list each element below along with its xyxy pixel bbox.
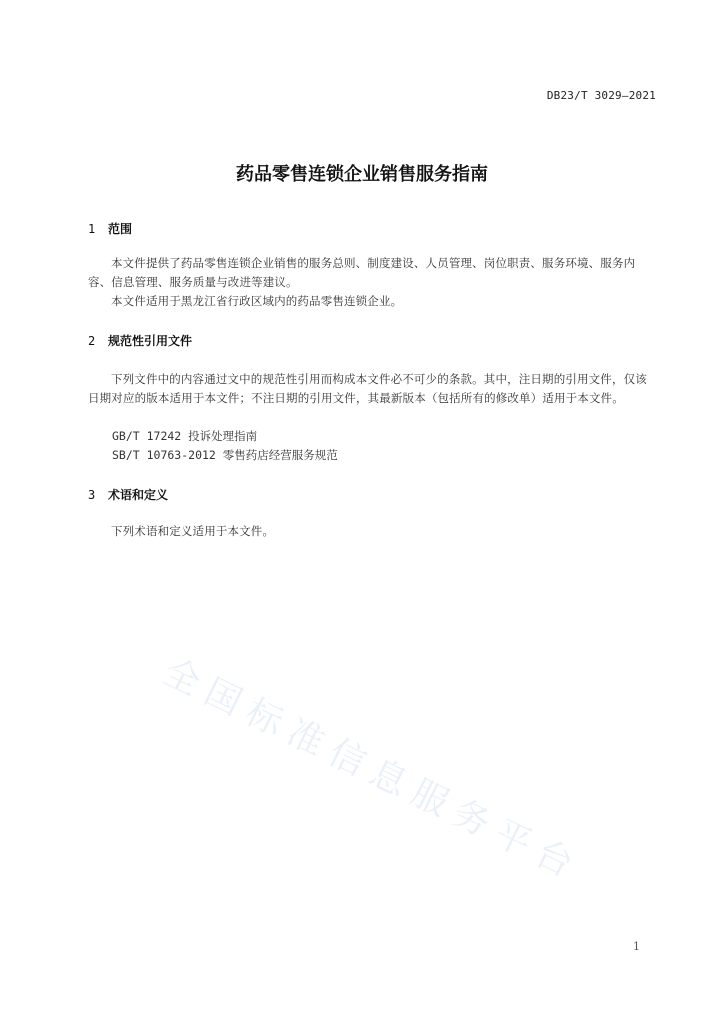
term-3-2-heading [112, 714, 122, 728]
section-2-paragraph: 下列文件中的内容通过文中的规范性引用而构成本文件必不可少的条款。其中，注日期的引用文件，仅该日期对应的版本适用于本文件；不注日期的引用文件，其最新版本（包括所有的修改单）适用于本文件。 [88, 372, 647, 405]
section-2-number: 2 [88, 334, 96, 348]
section-3-number: 3 [88, 488, 96, 502]
section-1-paragraph-1: 本文件提供了药品零售连锁企业销售的服务总则、制度建设、人员管理、岗位职责、服务环境、服务内容、信息管理、服务质量与改进等建议。 [88, 256, 636, 289]
section-3-heading [88, 486, 168, 503]
section-3-title: 术语和定义 [108, 488, 169, 502]
section-1-number: 1 [88, 222, 96, 236]
section-3-intro: 下列术语和定义适用于本文件。 [111, 524, 275, 538]
term-3-1-heading [112, 581, 122, 595]
reference-1: GB/T 17242 投诉处理指南 [112, 429, 258, 443]
document-title: 药品零售连锁企业销售服务指南 [236, 164, 488, 185]
section-1-title: 范围 [108, 222, 133, 236]
watermark: 全国标准信息服务平台 [156, 651, 588, 890]
section-2-heading [88, 332, 192, 349]
page-number: 1 [633, 940, 640, 953]
section-1-heading [88, 220, 132, 237]
reference-2: SB/T 10763-2012 零售药店经营服务规范 [112, 448, 338, 462]
section-1-paragraph-2: 本文件适用于黑龙江省行政区域内的药品零售连锁企业。 [111, 294, 403, 308]
standard-code: DB23/T 3029—2021 [546, 89, 656, 102]
section-2-title: 规范性引用文件 [108, 334, 193, 348]
term-3-3-heading [112, 829, 122, 843]
